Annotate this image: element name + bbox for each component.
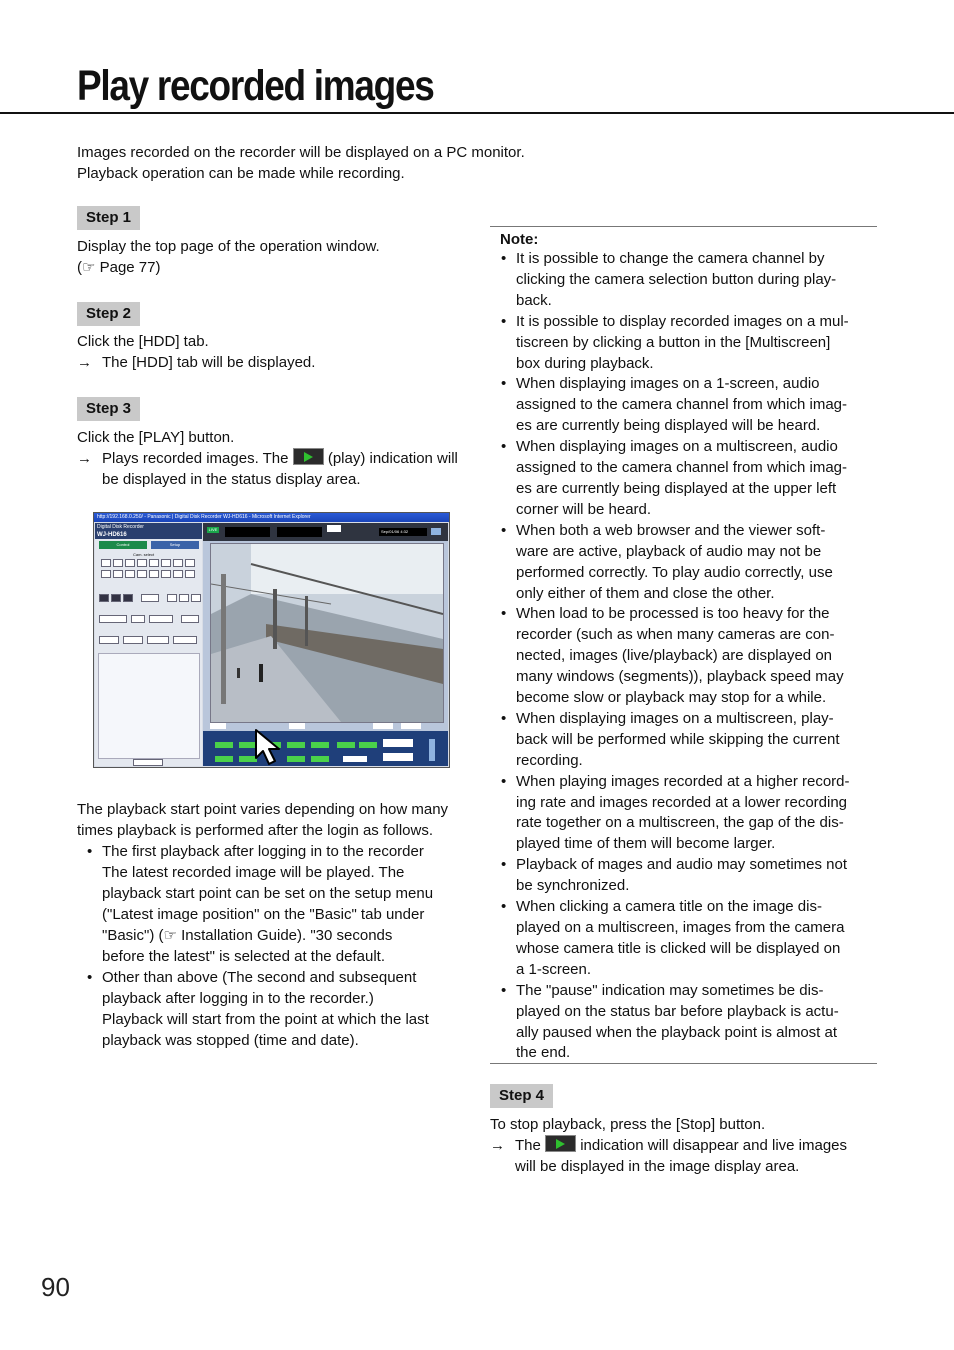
note-item — [500, 312, 877, 375]
step-1-label: Step 1 — [77, 206, 140, 230]
bullet-2-line: playback was stopped (time and date). — [102, 1032, 359, 1049]
step-4-line-1: To stop playback, press the [Stop] button. — [490, 1116, 766, 1133]
note-item — [500, 709, 877, 772]
operation-window-screenshot — [93, 512, 450, 768]
arrow-icon: → — [490, 1137, 505, 1154]
note-line: • The "pause" indication may sometimes be dis- — [516, 981, 824, 999]
zoom-button[interactable] — [191, 594, 201, 602]
camera-button[interactable] — [161, 559, 171, 567]
note-line: es are currently being displayed will be heard. — [516, 417, 821, 435]
note-line: played on a multiscreen, images from the camera — [516, 919, 845, 936]
all-list-button[interactable] — [99, 636, 119, 644]
playback-controls — [203, 731, 448, 766]
note-line: clicking the camera selection button during play- — [516, 270, 837, 288]
camera-button[interactable] — [125, 559, 135, 567]
step-4-line-2a: The — [515, 1137, 541, 1154]
step-3-text — [77, 427, 462, 490]
status-date: Sep/01/06 4:32 — [379, 528, 427, 536]
play-indicator-icon — [293, 448, 324, 465]
bullet-1-line: "Basic") (☞ Installation Guide). "30 seconds — [102, 927, 393, 944]
recording-event-list[interactable] — [98, 653, 200, 759]
time-skip-forward-button[interactable] — [359, 742, 377, 748]
step-3-line-1: Click the [PLAY] button. — [77, 429, 235, 446]
note-item — [500, 604, 877, 709]
step-1-text — [77, 236, 477, 278]
panel-tabs — [99, 541, 199, 549]
step-2-result — [77, 352, 477, 373]
playback-start-list — [77, 841, 462, 1051]
step-4-result — [490, 1135, 880, 1177]
zoom-control-button[interactable] — [401, 723, 421, 729]
note-item — [500, 855, 877, 897]
camera-button[interactable] — [185, 559, 195, 567]
next-record-button[interactable] — [311, 742, 329, 748]
control-panel — [95, 523, 202, 766]
play-indicator-icon — [545, 1135, 576, 1152]
mouse-cursor-icon — [254, 728, 288, 768]
note-line: back. — [516, 291, 552, 309]
camera-button[interactable] — [161, 570, 171, 578]
note-line: • When displaying images on a 1-screen, audio — [516, 375, 820, 393]
step-3-result — [77, 448, 462, 490]
note-line: • Playback of mages and audio may sometimes not — [516, 856, 848, 874]
note-line: assigned to the camera channel from which imag- — [516, 459, 847, 477]
note-line: ware are active, playback of audio may not be — [516, 542, 822, 560]
refresh-button[interactable] — [123, 636, 143, 644]
camera-image — [210, 543, 444, 723]
bullet-1-line: ("Latest image position" on the "Basic" tab under — [102, 906, 425, 923]
note-line: • When playing images recorded at a higher record- — [516, 772, 850, 790]
camera-button[interactable] — [101, 559, 111, 567]
bullet-2-line: • Other than above (The second and subsequent — [102, 969, 417, 986]
camera-button[interactable] — [185, 570, 195, 578]
note-line: box during playback. — [516, 354, 654, 372]
camera-button[interactable] — [113, 570, 123, 578]
camera-button[interactable] — [137, 570, 147, 578]
note-line: • It is possible to display recorded images on a mul- — [516, 312, 849, 330]
model-name: WJ-HD616 — [97, 532, 127, 538]
note-line: es are currently being displayed at the upper left — [516, 479, 837, 497]
step-4-line-3: will be displayed in the image display area. — [515, 1158, 800, 1175]
window-titlebar — [94, 513, 449, 522]
note-box — [490, 226, 877, 1064]
step-4-line-2b: indication will disappear and live images — [580, 1137, 848, 1154]
multiscreen-button[interactable] — [111, 594, 121, 602]
status-field — [277, 527, 322, 537]
time-skip-back-button[interactable] — [337, 742, 355, 748]
note-line: become slow or playback may stop for a while. — [516, 689, 827, 707]
pause-button[interactable] — [215, 756, 233, 762]
note-line: • When both a web browser and the viewer soft- — [516, 521, 826, 539]
note-item — [500, 374, 877, 437]
note-line: tiscreen by clicking a button in the [Multiscreen] — [516, 333, 831, 351]
image-display-area — [203, 523, 448, 766]
step-2-label: Step 2 — [77, 302, 140, 326]
note-line: rate together on a multiscreen, the gap of the dis- — [516, 814, 844, 832]
multiscreen-button[interactable] — [99, 594, 109, 602]
multiscreen-prev-button[interactable] — [210, 723, 226, 729]
step-3-line-2a: Plays recorded images. The — [102, 450, 289, 467]
step-2-line-2: The [HDD] tab will be displayed. — [102, 354, 316, 371]
skip-time-select[interactable] — [343, 756, 367, 762]
prev-frame-button[interactable] — [287, 756, 305, 762]
multiscreen-button[interactable] — [123, 594, 133, 602]
note-item — [500, 981, 877, 1065]
note-line: • When clicking a camera title on the image dis- — [516, 898, 822, 916]
bullet-2-line: Playback will start from the point at which the last — [102, 1011, 429, 1028]
step-4-text — [490, 1114, 880, 1177]
next-page-button[interactable] — [173, 636, 197, 644]
live-badge: LIVE — [208, 527, 218, 532]
arrow-icon: → — [77, 450, 92, 467]
step-4-label: Step 4 — [490, 1084, 553, 1108]
close-list-button[interactable] — [133, 759, 163, 766]
status-field — [225, 527, 270, 537]
zoom-button[interactable] — [167, 594, 177, 602]
next-frame-button[interactable] — [311, 756, 329, 762]
step-3-label: Step 3 — [77, 397, 140, 421]
disk-mode-button[interactable] — [131, 615, 145, 623]
step-1-line-2: (☞ Page 77) — [77, 259, 161, 276]
playback-start-paragraph: The playback start point varies depending on how many times playback is performed after the login as follows. — [77, 801, 449, 839]
step-3-line-2b: (play) indication will be displayed in the status display area. — [102, 450, 458, 488]
zoom-button[interactable] — [179, 594, 189, 602]
note-line: assigned to the camera channel from which imag- — [516, 396, 847, 414]
brand-name: Digital Disk Recorder — [97, 524, 144, 530]
note-line: recorder (such as when many cameras are con- — [516, 626, 835, 644]
note-line: be synchronized. — [516, 877, 630, 895]
note-item — [500, 897, 877, 981]
tab-setup[interactable]: Setup — [151, 541, 199, 549]
bullet-1-line: before the latest" is selected at the default. — [102, 948, 386, 965]
note-line: performed correctly. To play audio correctly, use — [516, 563, 833, 581]
note-item — [500, 521, 877, 605]
prev-page-button[interactable] — [147, 636, 169, 644]
note-list — [500, 249, 877, 1064]
note-item — [500, 249, 877, 312]
list-item — [77, 841, 462, 967]
note-line: played time of them will become larger. — [516, 835, 776, 853]
search-button[interactable] — [99, 615, 127, 623]
recorder-brand — [95, 523, 202, 539]
note-line: the end. — [516, 1044, 571, 1062]
bullet-1-line: • The first playback after logging in to the recorder — [102, 843, 424, 860]
intro-line-2: Playback operation can be made while recording. — [77, 165, 405, 182]
go-to-last-button[interactable] — [383, 739, 413, 747]
copy-button[interactable] — [181, 615, 199, 623]
download-button[interactable] — [373, 723, 393, 729]
bullet-2-line: playback after logging in to the recorder.) — [102, 990, 374, 1007]
intro-text — [77, 142, 577, 184]
window-title: http://192.168.0.250/ - Panasonic | Digital Disk Recorder WJ-HD616 - Microsoft Internet Explorer — [97, 514, 311, 520]
step-1-line-1: Display the top page of the operation window. — [77, 238, 380, 255]
page-number: 90 — [41, 1272, 70, 1302]
prev-record-button[interactable] — [287, 742, 305, 748]
camera-button[interactable] — [173, 570, 183, 578]
bullet-1-line: playback start point can be set on the setup menu — [102, 885, 434, 902]
alarm-reset-button[interactable] — [327, 525, 341, 532]
rewind-button[interactable] — [215, 742, 233, 748]
note-line: • When load to be processed is too heavy for the — [516, 605, 830, 623]
camera-button[interactable] — [125, 570, 135, 578]
note-title: Note: — [500, 231, 539, 248]
camera-button[interactable] — [149, 559, 159, 567]
status-display-area — [203, 523, 448, 541]
list-item — [77, 967, 462, 1051]
hdd-select[interactable] — [149, 615, 173, 623]
title-rule — [0, 112, 954, 114]
note-line: only either of them and close the other. — [516, 584, 775, 602]
volume-slider[interactable] — [429, 739, 435, 761]
note-line: ing rate and images recorded at a lower recording — [516, 793, 848, 811]
intro-line-1: Images recorded on the recorder will be displayed on a PC monitor. — [77, 144, 525, 161]
step-2-line-1: Click the [HDD] tab. — [77, 333, 209, 350]
step-2-text — [77, 331, 477, 373]
note-line: • When displaying images on a multiscreen, play- — [516, 709, 834, 727]
tab-control[interactable]: Control — [99, 541, 147, 549]
camera-button[interactable] — [137, 559, 147, 567]
note-line: • It is possible to change the camera channel by — [516, 250, 825, 267]
arrow-icon: → — [77, 354, 92, 371]
note-line: nected, images (live/playback) are displayed on — [516, 647, 833, 665]
sequence-select[interactable] — [141, 594, 159, 602]
note-line: • When displaying images on a multiscreen, audio — [516, 438, 838, 456]
note-item — [500, 437, 877, 521]
cam-select-label: Cam. select — [133, 552, 155, 557]
multiscreen-next-button[interactable] — [289, 723, 305, 729]
camera-button[interactable] — [101, 570, 111, 578]
camera-button[interactable] — [113, 559, 123, 567]
note-line: back will be performed while skipping the current — [516, 730, 840, 748]
page-title: Play recorded images — [77, 62, 434, 110]
camera-button[interactable] — [149, 570, 159, 578]
note-line: whose camera title is clicked will be displayed on — [516, 939, 841, 957]
note-line: a 1-screen. — [516, 960, 592, 978]
note-line: played on the status bar before playback is actu- — [516, 1002, 839, 1020]
bullet-1-line: The latest recorded image will be played. The — [102, 864, 405, 881]
note-line: corner will be heard. — [516, 500, 652, 518]
camera-button[interactable] — [173, 559, 183, 567]
playback-start-section — [77, 799, 462, 1051]
note-line: many windows (segments)), playback speed may — [516, 668, 844, 686]
go-to-date-button[interactable] — [383, 753, 413, 761]
note-line: recording. — [516, 751, 583, 769]
note-item — [500, 772, 877, 856]
note-line: ally paused when the playback point is almost at — [516, 1023, 838, 1041]
help-icon[interactable] — [431, 528, 441, 535]
